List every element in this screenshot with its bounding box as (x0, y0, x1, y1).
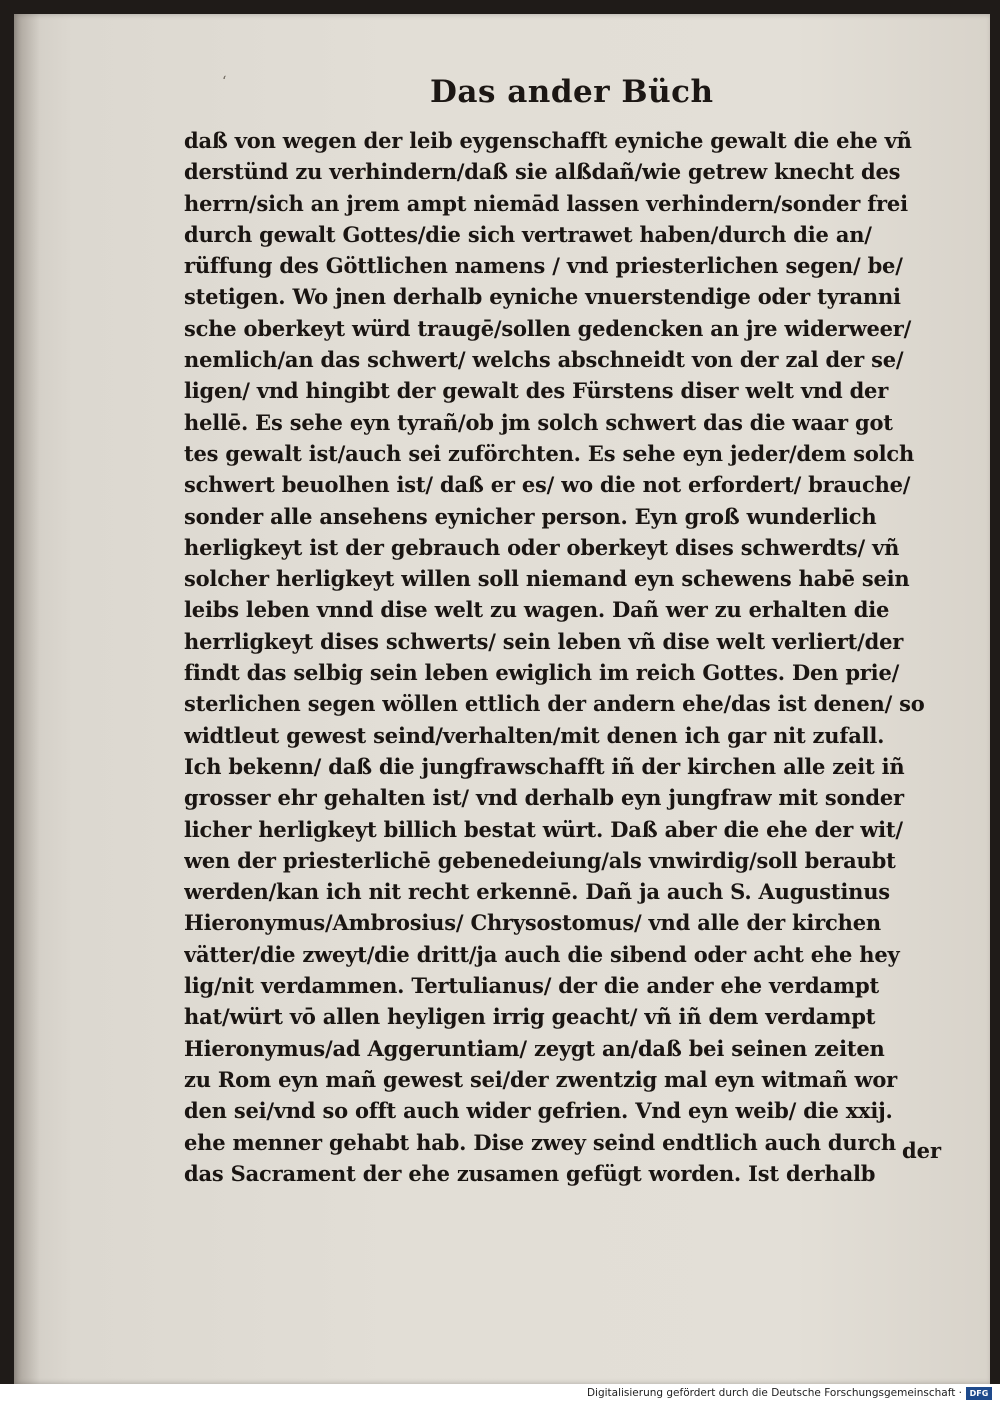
text-line: hat/würt vō allen heyligen irrig geacht/ vñ iñ dem verdampt (184, 1004, 876, 1030)
text-line: Hieronymus/ad Aggeruntiam/ zeygt an/daß bei seinen zeiten (184, 1035, 885, 1061)
text-line: herrn/sich an jrem ampt niemād lassen verhindern/sonder frei (184, 190, 908, 216)
text-line: stetigen. Wo jnen derhalb eyniche vnuerstendige oder tyranni (184, 284, 901, 310)
text-line: derstünd zu verhindern/daß sie alßdañ/wie getrew knecht des (184, 159, 901, 185)
text-line: wen der priesterlichē gebenedeiung/als vnwirdig/soll beraubt (184, 847, 896, 873)
text-line: das Sacrament der ehe zusamen gefügt worden. Ist derhalb (184, 1160, 876, 1186)
text-line: sche oberkeyt würd traugē/sollen gedencken an jre widerweer/ (184, 315, 912, 341)
text-line: grosser ehr gehalten ist/ vnd derhalb eyn jungfraw mit sonder (184, 785, 904, 811)
text-line: widtleut gewest seind/verhalten/mit denen ich gar nit zufall. (184, 722, 885, 748)
text-line: findt das selbig sein leben ewiglich im reich Gottes. Den prie/ (184, 660, 900, 686)
catchword: der (902, 1138, 942, 1163)
text-line: licher herligkeyt billich bestat würt. Daß aber die ehe der wit/ (184, 816, 903, 842)
dfg-logo: DFG (966, 1387, 992, 1400)
text-block (184, 125, 964, 1189)
footer-bar (0, 1384, 1000, 1404)
text-line: schwert beuolhen ist/ daß er es/ wo die not erfordert/ brauche/ (184, 472, 911, 498)
text-line: zu Rom eyn mañ gewest sei/der zwentzig mal eyn witmañ wor (184, 1066, 898, 1092)
text-line: rüffung des Göttlichen namens / vnd priesterlichen segen/ be/ (184, 253, 903, 279)
text-line: nemlich/an das schwert/ welchs abschneidt von der zal der se/ (184, 347, 904, 373)
text-line: Hieronymus/Ambrosius/ Chrysostomus/ vnd alle der kirchen (184, 910, 881, 936)
text-line: leibs leben vnnd dise welt zu wagen. Dañ wer zu erhalten die (184, 597, 890, 623)
text-line: herligkeyt ist der gebrauch oder oberkeyt dises schwerdts/ vñ (184, 534, 900, 560)
text-line: tes gewalt ist/auch sei zuförchten. Es sehe eyn jeder/dem solch (184, 440, 915, 466)
text-line: solcher herligkeyt willen soll niemand eyn schewens habē sein (184, 566, 910, 592)
text-line: hellē. Es sehe eyn tyrañ/ob jm solch schwert das die waar got (184, 409, 893, 435)
margin-mark: ‘ (222, 74, 227, 90)
spine-shadow (14, 14, 40, 1384)
text-line: herrligkeyt dises schwerts/ sein leben vñ dise welt verliert/der (184, 628, 904, 654)
text-line: ehe menner gehabt hab. Dise zwey seind endtlich auch durch (184, 1129, 896, 1155)
text-line: ligen/ vnd hingibt der gewalt des Fürstens diser welt vnd der (184, 378, 889, 404)
running-head: Das ander Büch (430, 74, 714, 110)
text-line: werden/kan ich nit recht erkennē. Dañ ja auch S. Augustinus (184, 879, 890, 905)
text-line: sonder alle ansehens eynicher person. Eyn groß wunderlich (184, 503, 877, 529)
funding-credit: Digitalisierung gefördert durch die Deutsche Forschungsgemeinschaft · (586, 1387, 962, 1399)
text-line: sterlichen segen wöllen ettlich der andern ehe/das ist denen/ so (184, 691, 925, 717)
text-line: daß von wegen der leib eygenschafft eyniche gewalt die ehe vñ (184, 128, 912, 153)
text-line: vätter/die zweyt/die dritt/ja auch die sibend oder acht ehe hey (184, 941, 900, 967)
text-line: den sei/vnd so offt auch wider gefrien. Vnd eyn weib/ die xxij. (184, 1098, 893, 1124)
text-line: lig/nit verdammen. Tertulianus/ der die ander ehe verdampt (184, 973, 879, 999)
text-line: durch gewalt Gottes/die sich vertrawet haben/durch die an/ (184, 221, 872, 247)
text-line: Ich bekenn/ daß die jungfrawschafft iñ der kirchen alle zeit iñ (184, 753, 905, 779)
